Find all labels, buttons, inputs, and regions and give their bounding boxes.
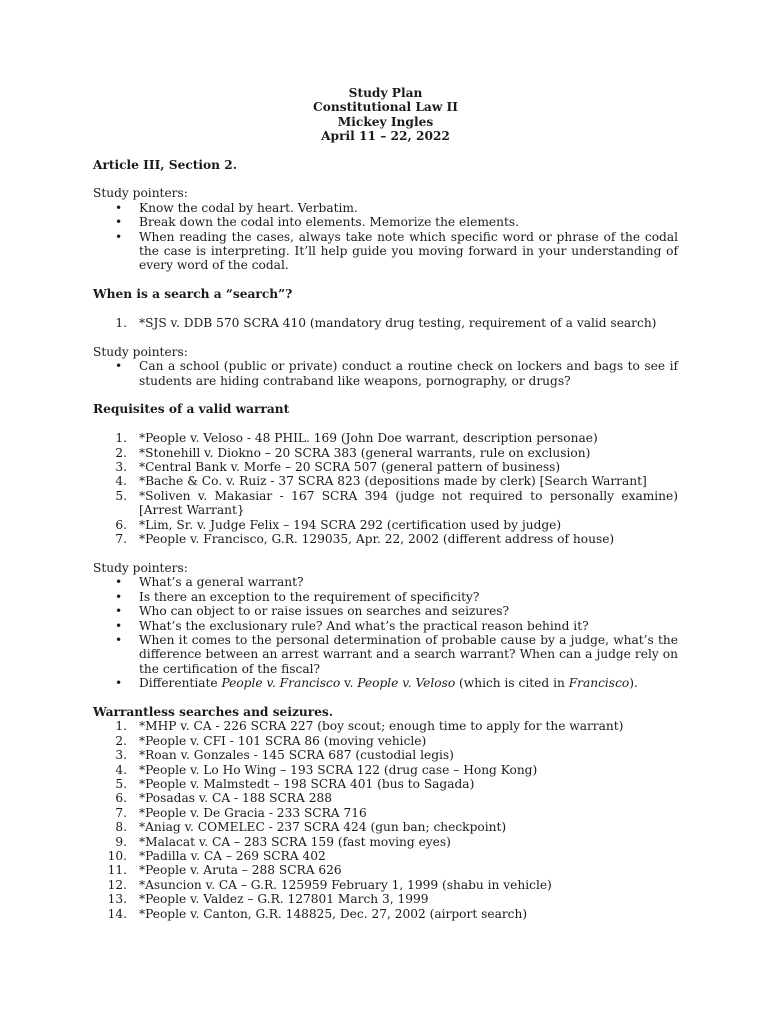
section-heading-valid-warrant: Requisites of a valid warrant xyxy=(93,402,290,417)
list-item: 7. *People v. De Gracia - 233 SCRA 716 xyxy=(115,805,367,820)
section-heading-warrantless: Warrantless searches and seizures. xyxy=(93,704,334,719)
list-item: 10. *Padilla v. CA – 269 SCRA 402 xyxy=(107,849,326,863)
list-item: 8. *Aniag v. COMELEC - 237 SCRA 424 (gun ban; checkpoint) xyxy=(115,820,507,835)
study-pointers-label: Study pointers: xyxy=(93,344,188,359)
list-item: 4. *Bache & Co. v. Ruiz - 37 SCRA 823 (depositions made by clerk) [Search Warrant] xyxy=(115,474,647,489)
list-item: • Differentiate People v. Francisco v. People v. Veloso (which is cited in Francisco). xyxy=(93,676,678,690)
study-pointers-label: Study pointers: xyxy=(93,560,188,575)
list-item: 12. *Asuncion v. CA – G.R. 125959 February 1, 1999 (shabu in vehicle) xyxy=(107,877,552,892)
list-item: • When reading the cases, always take note which specific word or phrase of the codal the case is interpreting. It’ll help guide you moving forward in your understanding of every word of the codal. xyxy=(93,230,678,273)
header-author: Mickey Ingles xyxy=(337,114,434,129)
list-item: • Can a school (public or private) conduct a routine check on lockers and bags to see if students are hiding contraband like weapons, pornography, or drugs? xyxy=(93,359,678,388)
document-page xyxy=(93,86,678,921)
list-item: 4. *People v. Lo Ho Wing – 193 SCRA 122 (drug case – Hong Kong) xyxy=(115,762,538,777)
header-date: April 11 – 22, 2022 xyxy=(321,129,450,144)
list-item: 3. *Roan v. Gonzales - 145 SCRA 687 (custodial legis) xyxy=(115,748,454,763)
section-heading-search: When is a search a “search”? xyxy=(93,287,293,302)
list-item: 9. *Malacat v. CA – 283 SCRA 159 (fast moving eyes) xyxy=(115,834,451,849)
study-pointers-list xyxy=(93,201,678,273)
list-item: 5. *Soliven v. Makasiar - 167 SCRA 394 (judge not required to personally examine) [Arrest Warrant} xyxy=(115,488,678,518)
list-item: 1. *People v. Veloso - 48 PHIL. 169 (John Doe warrant, description personae) xyxy=(115,431,598,446)
list-item: 2. *People v. CFI - 101 SCRA 86 (moving vehicle) xyxy=(115,733,427,748)
list-item: • When it comes to the personal determination of probable cause by a judge, what’s the difference between an arrest warrant and a search warrant? When can a judge rely on the certification of the fiscal? xyxy=(93,633,678,676)
list-item: 7. *People v. Francisco, G.R. 129035, Apr. 22, 2002 (different address of house) xyxy=(115,532,615,547)
case-list xyxy=(93,431,678,546)
list-item: 5. *People v. Malmstedt – 198 SCRA 401 (bus to Sagada) xyxy=(115,776,475,791)
list-item: • What’s a general warrant? xyxy=(93,575,678,589)
study-pointers-list xyxy=(93,359,678,388)
list-item: 11. *People v. Aruta – 288 SCRA 626 xyxy=(107,863,342,878)
list-item: • Know the codal by heart. Verbatim. xyxy=(93,201,678,215)
case-list xyxy=(93,719,678,921)
list-item: 13. *People v. Valdez – G.R. 127801 March 3, 1999 xyxy=(107,892,429,907)
list-item: 14. *People v. Canton, G.R. 148825, Dec. 27, 2002 (airport search) xyxy=(107,906,528,921)
list-item: 3. *Central Bank v. Morfe – 20 SCRA 507 (general pattern of business) xyxy=(115,460,561,475)
header-title: Study Plan xyxy=(348,86,423,100)
list-item: • Who can object to or raise issues on searches and seizures? xyxy=(93,604,678,618)
list-item: 6. *Posadas v. CA - 188 SCRA 288 xyxy=(115,791,332,806)
list-item: 2. *Stonehill v. Diokno – 20 SCRA 383 (general warrants, rule on exclusion) xyxy=(115,445,591,460)
list-item: 1. *SJS v. DDB 570 SCRA 410 (mandatory drug testing, requirement of a valid search) xyxy=(115,316,657,331)
document-header xyxy=(93,86,678,144)
list-item: 1. *MHP v. CA - 226 SCRA 227 (boy scout; enough time to apply for the warrant) xyxy=(115,719,624,734)
list-item: • Is there an exception to the requirement of specificity? xyxy=(93,590,678,604)
list-item: 6. *Lim, Sr. v. Judge Felix – 194 SCRA 292 (certification used by judge) xyxy=(115,517,562,532)
study-pointers-label: Study pointers: xyxy=(93,186,188,201)
list-item: • What’s the exclusionary rule? And what’s the practical reason behind it? xyxy=(93,619,678,633)
case-list xyxy=(93,316,678,330)
section-heading-article-iii: Article III, Section 2. xyxy=(93,157,237,172)
header-subject: Constitutional Law II xyxy=(313,100,458,115)
list-item: • Break down the codal into elements. Memorize the elements. xyxy=(93,215,678,229)
study-pointers-list xyxy=(93,575,678,690)
